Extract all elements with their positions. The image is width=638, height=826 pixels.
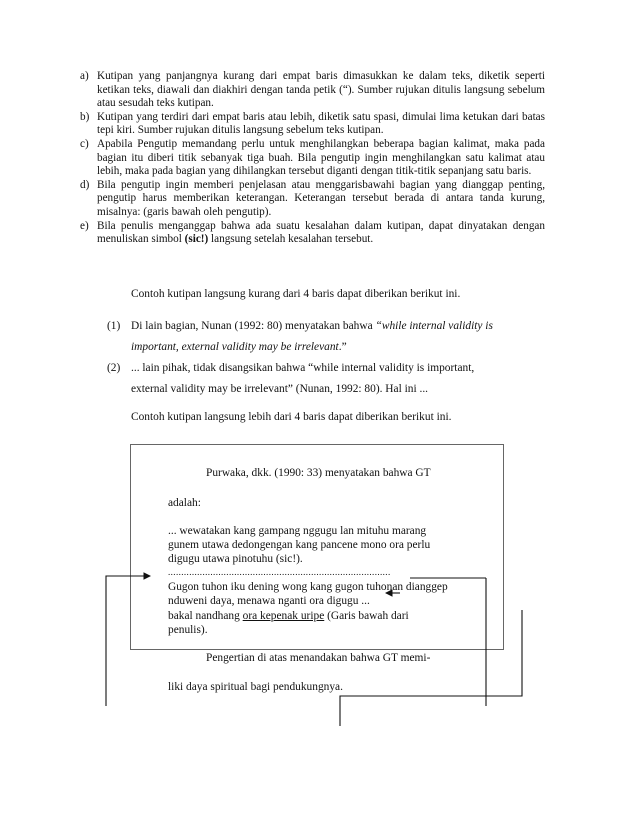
example-number: (2)	[107, 362, 121, 374]
example-number: (1)	[107, 320, 121, 332]
example-line: ... lain pihak, tidak disangsikan bahwa “while internal validity is important,	[131, 362, 475, 374]
intro-long-quotes: Contoh kutipan langsung lebih dari 4 baris dapat diberikan berikut ini.	[131, 411, 452, 423]
quote-line: gunem utawa dedongengan kang pancene mono ora perlu	[168, 539, 431, 551]
quote-text: bakal nandhang	[168, 610, 243, 622]
quote-line: nduweni daya, menawa nganti ora digugu ...	[168, 595, 370, 607]
rule-text: Bila pengutip ingin memberi penjelasan atau menggarisbawahi bagian yang dianggap penting, pengutip harus memberikan keterangan. Keterangan tersebut berada di antara tanda kurung, misalnya: (garis bawah oleh pengutip).	[97, 178, 545, 218]
rule-text: Apabila Pengutip memandang perlu untuk menghilangkan beberapa bagian kalimat, maka pada bagian itu diberi titik sebanyak tiga buah. Bila pengutip ingin menghilangkan satu kalimat atau lebih, maka pada bagian yang dihilangkan tersebut diganti dengan titik-titik sepanjang satu baris.	[97, 137, 545, 178]
rule-letter: b)	[80, 110, 90, 123]
quote-text: (Garis bawah dari	[324, 610, 409, 622]
example-text: .”	[338, 341, 347, 353]
example-line: external validity may be irrelevant” (Nunan, 1992: 80). Hal ini ...	[131, 383, 429, 395]
example-italic: important, external validity may be irrelevant	[131, 341, 339, 353]
rule-letter: e)	[80, 219, 89, 232]
quote-line: digugu utawa pinotuhu (sic!).	[168, 553, 303, 565]
box-after-line: Pengertian di atas menandakan bahwa GT memi-	[206, 652, 431, 664]
arrow-right	[340, 610, 522, 726]
rule-text: Bila penulis menganggap bahwa ada suatu kesalahan dalam kutipan, dapat dinyatakan dengan menuliskan simbol	[97, 219, 545, 246]
quote-line: ... wewatakan kang gampang nggugu lan mituhu marang	[168, 525, 427, 537]
box-adalah: adalah:	[168, 497, 201, 509]
rule-text-after: langsung setelah kesalahan tersebut.	[208, 233, 374, 246]
rule-text: Kutipan yang terdiri dari empat baris atau lebih, diketik satu spasi, dimulai lima ketukan dari batas tepi kiri. Sumber rujukan ditulis langsung sebelum teks kutipan.	[97, 110, 545, 137]
box-header: Purwaka, dkk. (1990: 33) menyatakan bahwa GT	[206, 467, 431, 479]
rule-letter: c)	[80, 137, 89, 150]
rule-letter: a)	[80, 70, 89, 82]
intro-short-quotes: Contoh kutipan langsung kurang dari 4 baris dapat diberikan berikut ini.	[131, 288, 461, 300]
quote-line: penulis).	[168, 624, 208, 636]
quote-line: Gugon tuhon iku dening wong kang gugon tuhonan dianggep	[168, 581, 448, 593]
sic-symbol: (sic!)	[184, 233, 209, 246]
example-italic: “while internal validity is	[375, 320, 493, 332]
arrow-left	[106, 576, 150, 706]
omission-dots: ....................................................................................	[168, 567, 391, 577]
rule-letter: d)	[80, 178, 90, 191]
underlined-phrase: ora kepenak uripe	[242, 610, 325, 622]
rule-text: Kutipan yang panjangnya kurang dari empat baris dimasukkan ke dalam teks, diketik seperti ketikan teks, diawali dan diakhiri dengan tanda petik (“). Sumber rujukan ditulis langsung sebelum atau sesudah teks kutipan.	[97, 70, 545, 110]
example-text: Di lain bagian, Nunan (1992: 80) menyatakan bahwa	[131, 320, 376, 332]
box-after-line: liki daya spiritual bagi pendukungnya.	[168, 681, 343, 693]
